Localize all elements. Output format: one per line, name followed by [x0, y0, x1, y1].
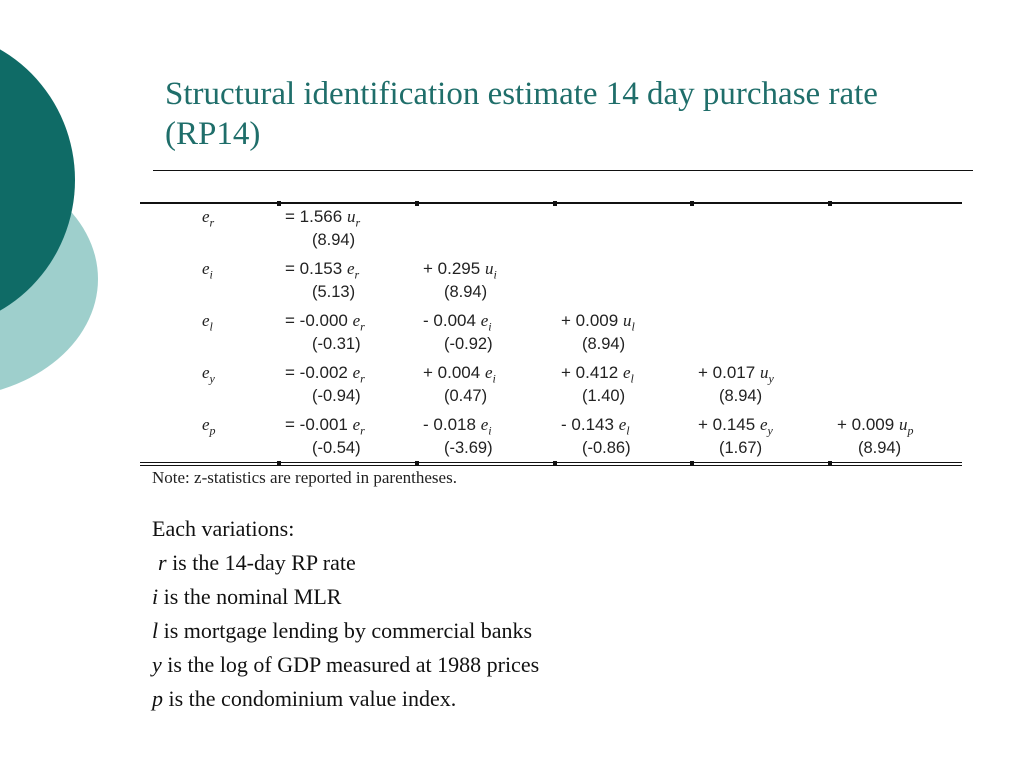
z-statistic: (5.13)	[312, 283, 356, 301]
z-statistic: (-0.94)	[312, 387, 361, 405]
definition-variable: p	[152, 686, 163, 711]
equation-lhs: $e_l$	[202, 311, 213, 334]
definition-variable: r	[158, 550, 167, 575]
z-statistic: (8.94)	[444, 283, 488, 301]
equation-rhs: = 1.566 $u_r$	[285, 207, 361, 230]
table-bottom-rule-2	[140, 465, 962, 466]
definition-variable: i	[152, 584, 159, 609]
z-statistic: (8.94)	[312, 231, 356, 249]
definition-text: is the log of GDP measured at 1988 prices	[161, 652, 540, 677]
definition-item	[152, 682, 539, 716]
equation-rhs: = -0.001 $e_r$	[285, 415, 365, 438]
definition-item	[152, 580, 539, 614]
variable-definitions	[152, 512, 539, 716]
equation-term: - 0.143 $e_l$	[561, 415, 630, 438]
z-statistic: (-0.86)	[582, 439, 631, 457]
z-statistic: (8.94)	[858, 439, 902, 457]
equation-term: - 0.018 $e_i$	[423, 415, 492, 438]
definition-item	[152, 546, 539, 580]
equation-term: + 0.145 $e_y$	[698, 415, 773, 438]
definitions-list	[152, 546, 539, 716]
definition-text: is mortgage lending by commercial banks	[158, 618, 533, 643]
equation-term: + 0.009 $u_l$	[561, 311, 635, 334]
column-tick	[415, 461, 419, 466]
column-tick	[277, 201, 281, 206]
definition-variable: y	[152, 652, 162, 677]
z-statistic: (8.94)	[719, 387, 763, 405]
column-tick	[553, 461, 557, 466]
table-note: Note: z-statistics are reported in parentheses.	[152, 468, 457, 487]
definition-variable: l	[152, 618, 159, 643]
definition-text: is the condominium value index.	[163, 686, 457, 711]
title-divider	[153, 170, 973, 171]
slide-title: Structural identification estimate 14 day purchase rate (RP14)	[165, 76, 878, 152]
table-bottom-rule-1	[140, 462, 962, 463]
definition-text: is the nominal MLR	[158, 584, 342, 609]
equation-rhs: = 0.153 $e_r$	[285, 259, 360, 282]
equation-rhs: = -0.002 $e_r$	[285, 363, 365, 386]
z-statistic: (-0.92)	[444, 335, 493, 353]
z-statistic: (0.47)	[444, 387, 488, 405]
column-tick	[277, 461, 281, 466]
equation-term: + 0.017 $u_y$	[698, 363, 774, 386]
equation-lhs: $e_p$	[202, 415, 216, 438]
equation-term: + 0.295 $u_i$	[423, 259, 497, 282]
column-tick	[828, 461, 832, 466]
equation-rhs: = -0.000 $e_r$	[285, 311, 365, 334]
z-statistic: (1.67)	[719, 439, 763, 457]
z-statistic: (-0.31)	[312, 335, 361, 353]
column-tick	[690, 201, 694, 206]
z-statistic: (8.94)	[582, 335, 626, 353]
definition-text: is the 14-day RP rate	[166, 550, 356, 575]
table-top-rule	[140, 202, 962, 204]
equation-term: + 0.412 $e_l$	[561, 363, 634, 386]
equation-lhs: $e_y$	[202, 363, 215, 386]
definitions-heading: Each variations:	[152, 516, 295, 541]
equation-term: - 0.004 $e_i$	[423, 311, 492, 334]
equation-term: + 0.009 $u_p$	[837, 415, 914, 438]
equation-term: + 0.004 $e_i$	[423, 363, 496, 386]
equation-table	[140, 196, 962, 492]
equation-lhs: $e_r$	[202, 207, 215, 230]
z-statistic: (-0.54)	[312, 439, 361, 457]
column-tick	[690, 461, 694, 466]
column-tick	[828, 201, 832, 206]
definition-item	[152, 614, 539, 648]
definition-item	[152, 648, 539, 682]
z-statistic: (-3.69)	[444, 439, 493, 457]
z-statistic: (1.40)	[582, 387, 626, 405]
column-tick	[553, 201, 557, 206]
equation-lhs: $e_i$	[202, 259, 213, 282]
column-tick	[415, 201, 419, 206]
